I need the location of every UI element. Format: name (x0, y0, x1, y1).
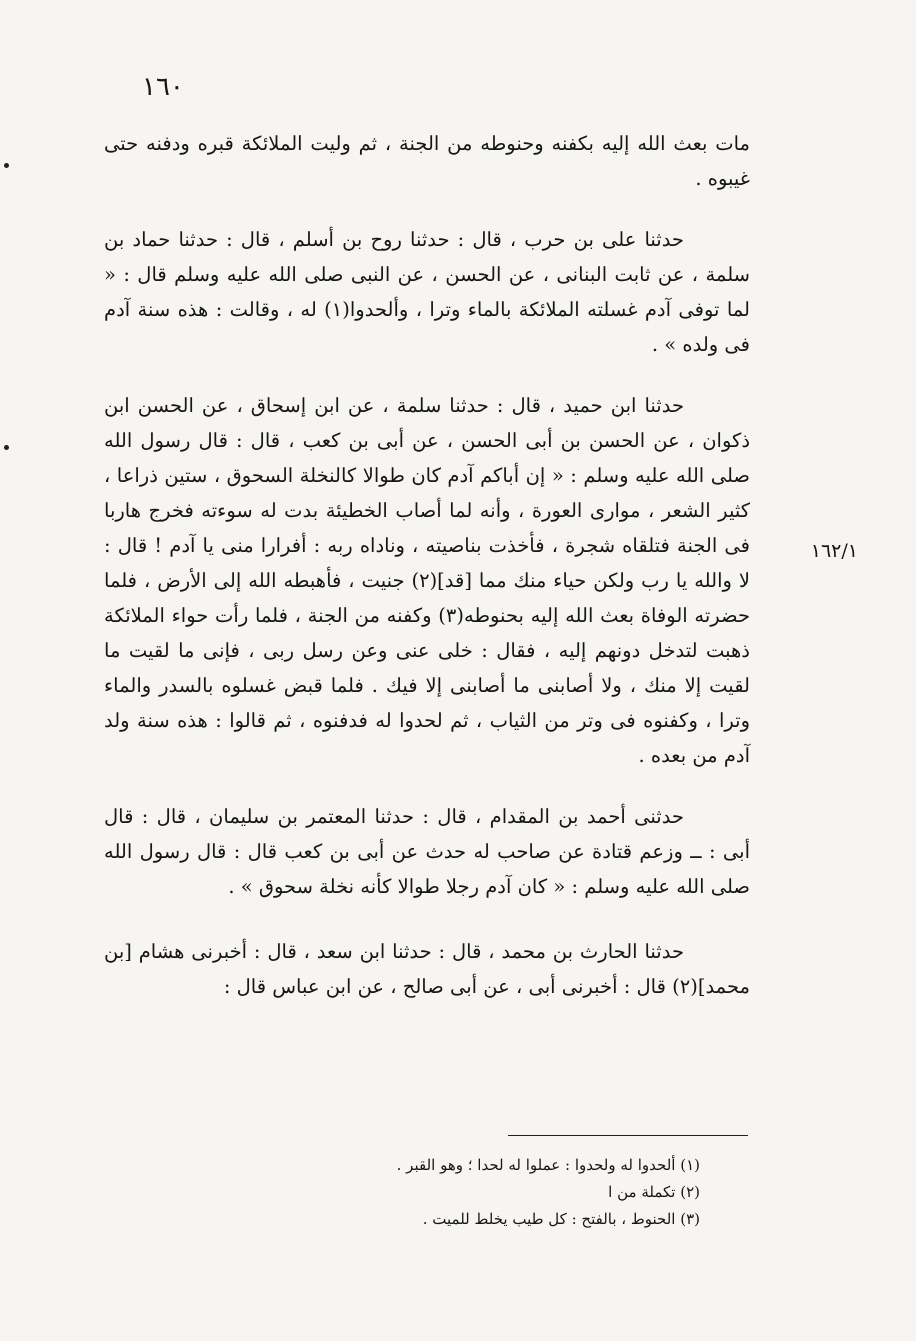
paragraph-2: حدثنا على بن حرب ، قال : حدثنا روح بن أسلم ، قال : حدثنا حماد بن سلمة ، عن ثابت البنانى ، عن الحسن ، عن النبى صلى الله عليه وسلم قال : « لما توفى آدم غسلته الملائكة بالماء وترا ، وألحدوا(١) له ، وقالت : هذه سنة آدم فى ولده » . (104, 228, 750, 356)
scan-mark (4, 445, 9, 450)
footnote-2: (٢) تكملة من ا (608, 1183, 700, 1201)
footnote-divider (508, 1135, 748, 1136)
margin-reference: ١٦٢/١ (810, 540, 858, 562)
main-text (104, 126, 750, 1004)
footnotes (340, 1152, 700, 1233)
paragraph-4: حدثنى أحمد بن المقدام ، قال : حدثنا المعتمر بن سليمان ، قال : قال أبى : ــ وزعم قتادة عن صاحب له حدث عن أبى بن كعب قال : قال رسول الله صلى الله عليه وسلم : « كان آدم رجلا طوالا كأنه نخلة سحوق » . (104, 805, 750, 898)
scan-mark (4, 163, 9, 168)
paragraph-3: حدثنا ابن حميد ، قال : حدثنا سلمة ، عن ابن إسحاق ، عن الحسن ابن ذكوان ، عن الحسن بن أبى الحسن ، عن أبى بن كعب ، قال : قال رسول الله صلى الله عليه وسلم : « إن أباكم آدم كان طوالا كالنخلة السحوق ، ستين ذراعا ، كثير الشعر ، موارى العورة ، وأنه لما أصاب الخطيئة بدت له سوءته فخرج هاربا فى الجنة فتلقاه شجرة ، فأخذت بناصيته ، وناداه ربه : أفرارا منى يا آدم ! قال : لا والله يا رب ولكن حياء منك مما [قد](٢) جنيت ، فأهبطه الله إلى الأرض ، فلما حضرته الوفاة بعث الله إليه بحنوطه(٣) وكفنه من الجنة ، فلما رأت حواء الملائكة ذهبت لتدخل دونهم إليه ، فقال : خلى عنى وعن رسل ربى ، فإنى ما لقيت ما لقيت إلا منك ، ولا أصابنى ما أصابنى إلا فيك . فلما قبض غسلوه بالسدر والماء وترا ، وكفنوه فى وتر من الثياب ، ثم لحدوا له فدفنوه ، ثم قالوا : هذه سنة ولد آدم من بعده . (104, 394, 751, 767)
page-number: ١٦٠ (142, 72, 184, 102)
footnote-3: (٣) الحنوط ، بالفتح : كل طيب يخلط للميت . (422, 1210, 700, 1228)
paragraph-1: مات بعث الله إليه بكفنه وحنوطه من الجنة ، ثم وليت الملائكة قبره ودفنه حتى غيبوه . (104, 132, 750, 190)
footnote-1: (١) ألحدوا له ولحدوا : عملوا له لحدا ؛ وهو القبر . (396, 1156, 700, 1174)
paragraph-5: حدثنا الحارث بن محمد ، قال : حدثنا ابن سعد ، قال : أخبرنى هشام [بن محمد](٢) قال : أخبرنى أبى ، عن أبى صالح ، عن ابن عباس قال : (104, 940, 750, 998)
